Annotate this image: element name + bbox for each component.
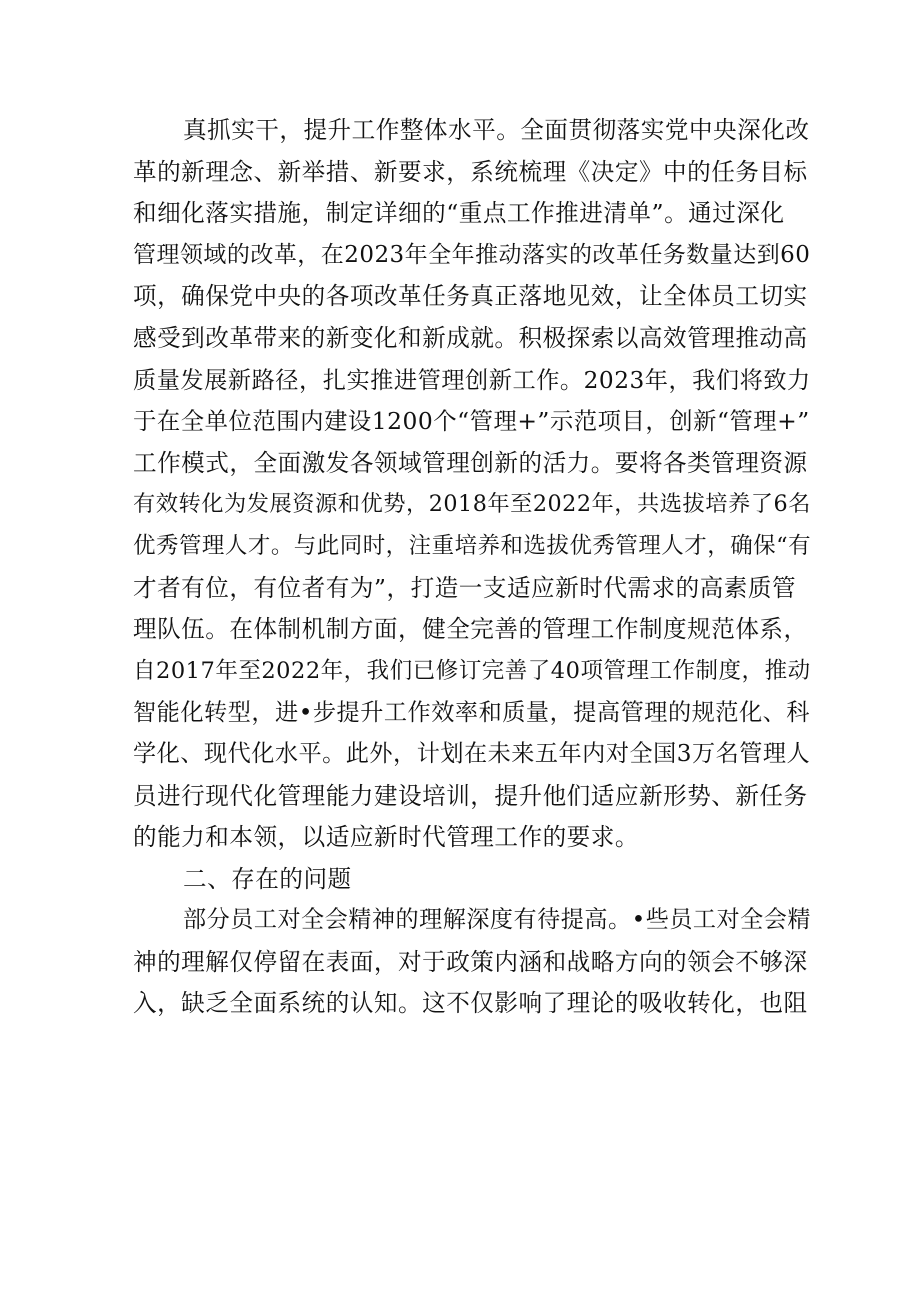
text-line: 学化、现代化水平。此外，计划在未来五年内对全国3万名管理人 — [133, 740, 811, 767]
text-line: 的能力和本领，以适应新时代管理工作的要求。 — [133, 823, 639, 852]
section-heading-problems: 二、存在的问题 — [183, 864, 352, 893]
text-line: 才者有位，有位者有为”，打造一支适应新时代需求的高素质管 — [133, 573, 797, 602]
paragraph-problems — [133, 900, 810, 1025]
text-line: 自2017年至2022年，我们已修订完善了40项管理工作制度，推动 — [133, 657, 811, 684]
text-line: 革的新理念、新举措、新要求，系统梳理《决定》中的任务目标 — [133, 157, 808, 186]
text-line: 智能化转型，进•步提升工作效率和质量，提高管理的规范化、科 — [133, 699, 810, 727]
text-line: 神的理解仅停留在表面，对于政策内涵和战略方向的领会不够深 — [133, 947, 808, 976]
text-line: 真抓实干，提升工作整体水平。全面贯彻落实党中央深化改 — [183, 116, 810, 144]
text-line: 管理领域的改革，在2023年全年推动落实的改革任务数量达到60 — [133, 241, 811, 268]
text-line: 员进行现代化管理能力建设培训，提升他们适应新形势、新任务 — [133, 781, 808, 810]
text-line: 和细化落实措施，制定详细的“重点工作推进清单”。通过深化 — [133, 199, 785, 228]
paragraph-achievements — [133, 110, 810, 859]
text-line: 质量发展新路径，扎实推进管理创新工作。2023年，我们将致力 — [133, 366, 811, 394]
text-line: 理队伍。在体制机制方面，健全完善的管理工作制度规范体系， — [133, 615, 808, 644]
text-line: 工作模式，全面激发各领域管理创新的活力。要将各类管理资源 — [133, 448, 808, 477]
text-line: 优秀管理人才。与此同时，注重培养和选拔优秀管理人才，确保“有 — [133, 532, 812, 559]
text-line: 项，确保党中央的各项改革任务真正落地见效，让全体员工切实 — [133, 282, 808, 311]
text-line: 入，缺乏全面系统的认知。这不仅影响了理论的吸收转化，也阻 — [133, 989, 808, 1018]
text-line: 感受到改革带来的新变化和新成就。积极探索以高效管理推动高 — [133, 323, 808, 352]
text-line: 有效转化为发展资源和优势，2018年至2022年，共选拔培养了6名 — [133, 491, 811, 518]
text-line: 于在全单位范围内建设1200个“管理+”示范项目，创新“管理+” — [133, 407, 810, 436]
text-line: 部分员工对全会精神的理解深度有待提高。•些员工对全会精 — [183, 907, 811, 934]
